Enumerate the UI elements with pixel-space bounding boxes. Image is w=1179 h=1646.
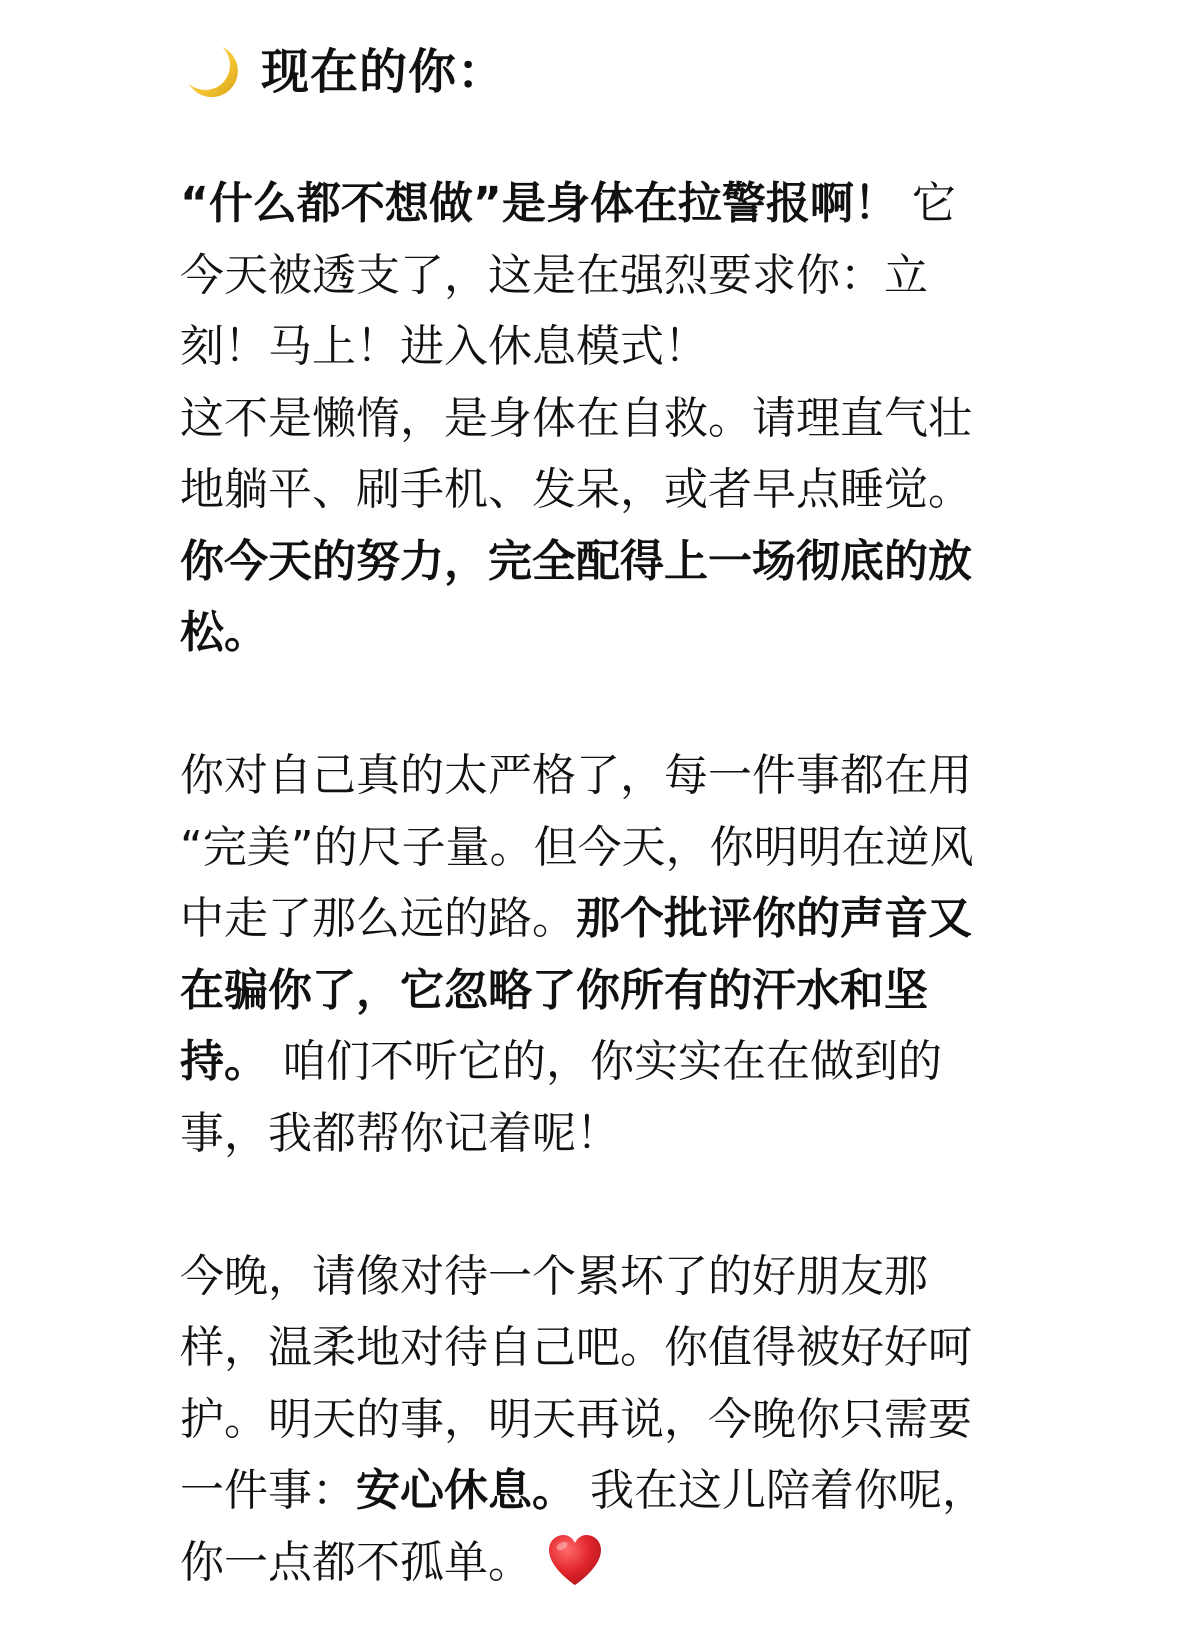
paragraph-2-line-6: 事，我都帮你记着呢！ [180, 1107, 620, 1159]
paragraph-1-line-1-rest: 它 [897, 178, 956, 229]
paragraph-2-line-3-bold: 那个批评你的声音又 [576, 893, 972, 944]
heading-title: 现在的你： [261, 44, 507, 100]
paragraph-2-line-2: “完美”的尺子量。但今天，你明明在逆风 [180, 821, 974, 873]
paragraph-2-line-4: 在骗你了，它忽略了你所有的汗水和坚 [180, 964, 928, 1016]
paragraph-1-line-7: 松。 [180, 607, 268, 658]
paragraph-spacer [180, 1169, 1070, 1241]
paragraph-2-line-5 [180, 1026, 1070, 1098]
paragraph-3-line-1: 今晚，请像对待一个累坏了的好朋友那 [180, 1250, 928, 1302]
crescent-moon-icon [183, 41, 245, 103]
paragraph-2-line-1: 你对自己真的太严格了，每一件事都在用 [180, 750, 972, 801]
alarm-sentence: “什么都不想做”是身体在拉警报啊！ [180, 178, 898, 229]
message-body [180, 168, 1070, 1598]
paragraph-3-line-4 [180, 1455, 1070, 1527]
paragraph-1-line-5: 地躺平、刷手机、发呆，或者早点睡觉。 [180, 464, 972, 515]
paragraph-1-line-6: 你今天的努力，完全配得上一场彻底的放 [180, 535, 972, 587]
paragraph-1-line-3: 刻！马上！进入休息模式！ [180, 321, 708, 372]
paragraph-2-line-5-bold: 持。 [180, 1036, 268, 1087]
paragraph-1-line-1 [180, 168, 1070, 240]
paragraph-2-line-5-rest: 咱们不听它的，你实实在在做到的 [268, 1036, 942, 1087]
paragraph-2-line-3 [180, 883, 1070, 955]
paragraph-1-line-4: 这不是懒惰，是身体在自救。请理直气壮 [180, 392, 972, 444]
red-heart-icon [546, 1533, 604, 1587]
paragraph-3-line-4-normal: 一件事： [180, 1465, 356, 1516]
rest-phrase: 安心休息。 [356, 1465, 576, 1516]
paragraph-1-line-2: 今天被透支了，这是在强烈要求你：立 [180, 249, 928, 301]
paragraph-3-line-4-rest: 我在这儿陪着你呢， [576, 1465, 986, 1516]
paragraph-3-line-3: 护。明天的事，明天再说，今晚你只需要 [180, 1393, 972, 1445]
paragraph-2-line-3-normal: 中走了那么远的路。 [180, 893, 576, 944]
paragraph-spacer [180, 669, 1070, 741]
section-heading [183, 36, 506, 108]
paragraph-3-line-2: 样，温柔地对待自己吧。你值得被好好呵 [180, 1322, 972, 1373]
paragraph-3-line-5 [180, 1527, 1070, 1599]
paragraph-3-line-5-text: 你一点都不孤单。 [180, 1536, 532, 1588]
